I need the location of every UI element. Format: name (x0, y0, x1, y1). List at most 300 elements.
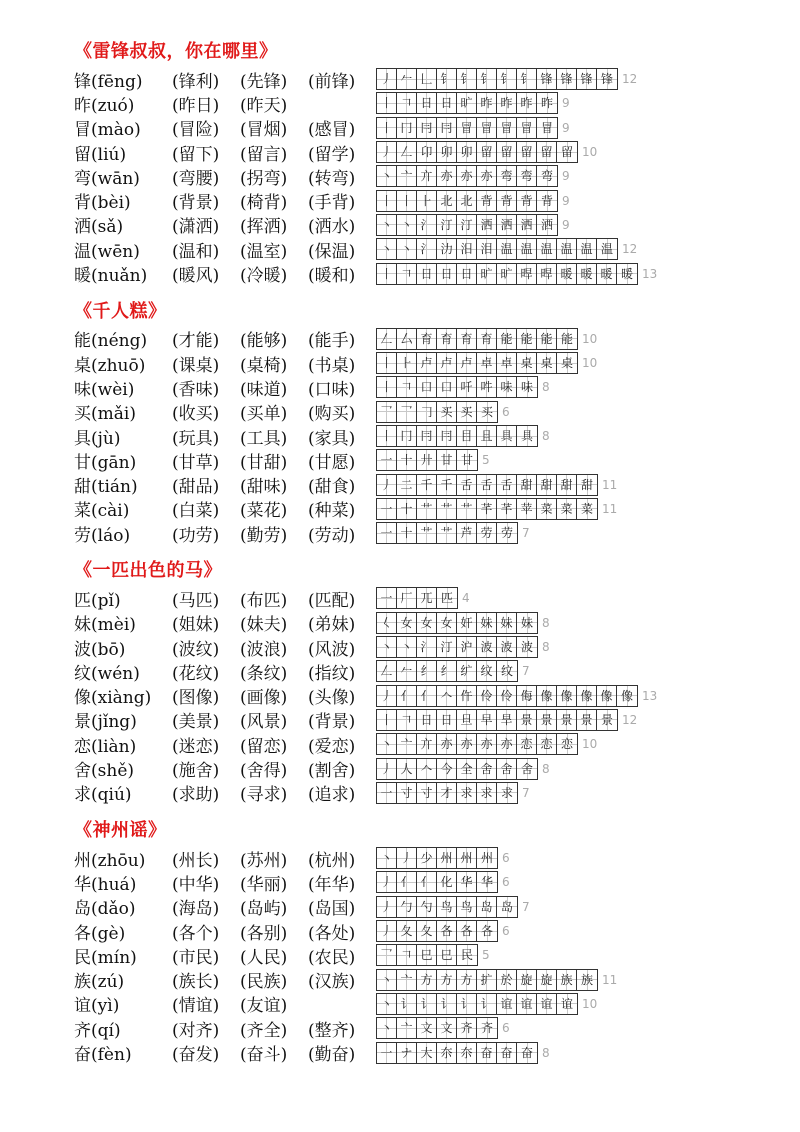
stroke-cell: 日 (437, 264, 457, 284)
pinyin: xiàng (97, 688, 145, 709)
word-text: 舍得 (246, 761, 281, 782)
word-text: 暖风 (178, 266, 213, 287)
word-text: 海岛 (178, 899, 213, 920)
pinyin: láo (97, 525, 124, 546)
stroke-cell: 丨 (377, 118, 397, 138)
stroke-cell: 恋 (517, 734, 537, 754)
vocabulary-word: (对齐) (172, 1020, 220, 1041)
character-with-pinyin: 菜(cài) (74, 501, 130, 522)
stroke-cell: 各 (457, 921, 477, 941)
word-text: 留学 (314, 144, 349, 165)
stroke-order-grid (376, 117, 558, 139)
word-text: 条纹 (246, 663, 281, 684)
pinyin: sǎ (97, 217, 117, 238)
stroke-cell: 育 (437, 329, 457, 349)
pinyin: jǐng (97, 712, 131, 733)
word-text: 手背 (314, 193, 349, 214)
vocabulary-word: (冷暖) (240, 266, 288, 287)
stroke-count: 10 (582, 331, 598, 346)
stroke-cell: 化 (437, 872, 457, 892)
character: 菜 (74, 501, 91, 522)
vocabulary-word: (暖和) (308, 266, 356, 287)
stroke-count: 11 (602, 972, 618, 987)
stroke-order-grid (376, 920, 498, 942)
word-text: 收买 (178, 404, 213, 425)
character-with-pinyin: 求(qiú) (74, 785, 132, 806)
stroke-cell: 乛 (377, 945, 397, 965)
character-row (74, 521, 784, 545)
vocabulary-word: (舍得) (240, 761, 288, 782)
vocabulary-word: (留恋) (240, 736, 288, 757)
stroke-order-grid (376, 587, 458, 609)
lesson-section (74, 819, 784, 1065)
vocabulary-word: (奋斗) (240, 1045, 288, 1066)
stroke-cell: 求 (497, 783, 517, 803)
word-text: 奋斗 (246, 1045, 281, 1066)
stroke-cell: 弯 (537, 166, 557, 186)
vocabulary-word: (波纹) (172, 639, 220, 660)
pinyin: mèi (97, 615, 130, 636)
stroke-cell: 洒 (517, 215, 537, 235)
character: 舍 (74, 761, 91, 782)
stroke-cell: 夂 (397, 921, 417, 941)
vocabulary-word: (昨日) (172, 95, 220, 116)
stroke-cell: 𠃋 (377, 661, 397, 681)
stroke-order-grid (376, 165, 558, 187)
stroke-cell: 乛 (397, 402, 417, 422)
stroke-cell: 钅 (457, 69, 477, 89)
character-with-pinyin: 华(huá) (74, 874, 137, 895)
stroke-cell: ⺊ (417, 191, 437, 211)
stroke-cell: 苹 (517, 499, 537, 519)
word-text: 感冒 (314, 120, 349, 141)
character-row (74, 732, 784, 756)
character-with-pinyin: 甜(tián) (74, 477, 138, 498)
character-row (74, 497, 784, 521)
vocabulary-word: (保温) (308, 241, 356, 262)
stroke-cell: 卓 (497, 353, 517, 373)
vocabulary-word: (风景) (240, 712, 288, 733)
stroke-cell: 巳 (437, 945, 457, 965)
word-text: 割舍 (314, 761, 349, 782)
character-with-pinyin: 舍(shě) (74, 761, 135, 782)
stroke-order-grid (376, 190, 558, 212)
stroke-cell: 冒 (537, 118, 557, 138)
character-row (74, 237, 784, 261)
stroke-count: 13 (642, 266, 658, 281)
stroke-cell: 冃 (437, 426, 457, 446)
word-text: 劳动 (314, 525, 349, 546)
stroke-order-grid (376, 401, 498, 423)
stroke-cell: 丨 (377, 426, 397, 446)
stroke-cell: ⺊ (397, 353, 417, 373)
stroke-count: 7 (522, 664, 530, 679)
stroke-count: 9 (562, 96, 570, 111)
vocabulary-word: (感冒) (308, 120, 356, 141)
stroke-order-grid (376, 522, 518, 544)
stroke-cell: 匹 (437, 588, 457, 608)
vocabulary-word: (各别) (240, 923, 288, 944)
stroke-cell: 景 (597, 710, 617, 730)
character-row (74, 400, 784, 424)
stroke-cell: 纹 (497, 661, 517, 681)
vocabulary-word: (背景) (308, 712, 356, 733)
stroke-cell: 岛 (497, 897, 517, 917)
stroke-cell: 丨 (377, 191, 397, 211)
character: 味 (74, 379, 91, 400)
stroke-cell: 亠 (397, 734, 417, 754)
stroke-cell: 女 (397, 613, 417, 633)
word-text: 各个 (178, 923, 213, 944)
character: 族 (74, 972, 91, 993)
word-text: 桌椅 (246, 355, 281, 376)
stroke-cell: 舌 (497, 475, 517, 495)
stroke-order-grid (376, 636, 538, 658)
character: 求 (74, 785, 91, 806)
stroke-cell: 旋 (517, 970, 537, 990)
vocabulary-word: (中华) (172, 874, 220, 895)
word-text: 姐妹 (178, 615, 213, 636)
vocabulary-word: (迷恋) (172, 736, 220, 757)
character-row (74, 91, 784, 115)
stroke-cell: 留 (517, 142, 537, 162)
stroke-cell: 𠃍 (397, 945, 417, 965)
word-text: 寻求 (246, 785, 281, 806)
word-text: 各别 (246, 923, 281, 944)
word-text: 中华 (178, 874, 213, 895)
stroke-count: 6 (502, 875, 510, 890)
vocabulary-word: (先锋) (240, 71, 288, 92)
character-with-pinyin: 齐(qí) (74, 1020, 121, 1041)
lesson-section (74, 40, 784, 286)
vocabulary-word: (锋利) (172, 71, 220, 92)
character-row (74, 164, 784, 188)
stroke-cell: 味 (497, 377, 517, 397)
stroke-cell: 亻 (417, 686, 437, 706)
vocabulary-word: (年华) (308, 874, 356, 895)
word-text: 迷恋 (178, 736, 213, 757)
character-with-pinyin: 波(bō) (74, 639, 126, 660)
word-text: 岛屿 (246, 899, 281, 920)
word-text: 匹配 (314, 591, 349, 611)
stroke-cell: 千 (437, 475, 457, 495)
word-text: 工具 (246, 428, 281, 449)
stroke-cell: 日 (437, 93, 457, 113)
word-text: 才能 (178, 331, 213, 352)
stroke-cell: 仵 (457, 686, 477, 706)
word-text: 背景 (178, 193, 213, 214)
stroke-cell: 泪 (477, 239, 497, 259)
character-with-pinyin: 纹(wén) (74, 663, 140, 684)
stroke-cell: 北 (457, 191, 477, 211)
stroke-cell: 晘 (517, 264, 537, 284)
character-with-pinyin: 温(wēn) (74, 241, 140, 262)
stroke-cell: 留 (477, 142, 497, 162)
stroke-order-grid (376, 685, 638, 707)
stroke-count: 8 (542, 429, 550, 443)
vocabulary-word: (洒水) (308, 217, 356, 238)
word-text: 椅背 (246, 193, 281, 214)
vocabulary-word: (购买) (308, 404, 356, 425)
character: 甘 (74, 452, 91, 473)
stroke-cell: 女 (437, 613, 457, 633)
stroke-cell: 晘 (537, 264, 557, 284)
stroke-cell: 吀 (457, 377, 477, 397)
stroke-cell: 一 (377, 1043, 397, 1063)
vocabulary-word: (指纹) (308, 663, 356, 684)
vocabulary-word: (家具) (308, 428, 356, 449)
stroke-cell: 卢 (437, 353, 457, 373)
word-text: 整齐 (314, 1020, 349, 1041)
stroke-cell: 丶 (377, 215, 397, 235)
vocabulary-word: (昨天) (240, 95, 288, 116)
vocabulary-word: (州长) (172, 850, 220, 871)
stroke-cell: 芊 (477, 499, 497, 519)
stroke-cell: 氵 (417, 215, 437, 235)
character-with-pinyin: 族(zú) (74, 972, 125, 993)
word-text: 温室 (246, 241, 281, 262)
word-text: 族长 (178, 972, 213, 993)
stroke-cell: 纟 (437, 661, 457, 681)
character-row (74, 919, 784, 943)
character: 华 (74, 874, 91, 895)
pinyin: wēn (97, 241, 134, 262)
stroke-cell: 𠃊 (417, 69, 437, 89)
vocabulary-word: (温室) (240, 241, 288, 262)
stroke-cell: 族 (557, 970, 577, 990)
stroke-cell: 𠆢 (417, 759, 437, 779)
stroke-cell: 丿 (377, 686, 397, 706)
stroke-cell: 菜 (537, 499, 557, 519)
stroke-cell: 十 (397, 523, 417, 543)
stroke-cell: 寸 (397, 783, 417, 803)
pinyin: dǎo (97, 899, 129, 920)
word-text: 昨天 (246, 95, 281, 116)
stroke-cell: 劳 (497, 523, 517, 543)
vocabulary-word: (弟妹) (308, 615, 356, 636)
pinyin: mào (97, 120, 135, 141)
stroke-cell: 弯 (497, 166, 517, 186)
stroke-cell: 冒 (517, 118, 537, 138)
stroke-cell: 兀 (417, 588, 437, 608)
stroke-order-grid (376, 896, 518, 918)
stroke-cell: 方 (417, 970, 437, 990)
stroke-cell: 亦 (497, 734, 517, 754)
stroke-cell: 亻 (417, 872, 437, 892)
stroke-cell: 一 (377, 588, 397, 608)
vocabulary-word: (课桌) (172, 355, 220, 376)
stroke-cell: 背 (477, 191, 497, 211)
stroke-cell: 日 (417, 710, 437, 730)
character-row (74, 1016, 784, 1040)
stroke-cell: 冃 (437, 118, 457, 138)
character-with-pinyin: 弯(wān) (74, 168, 140, 189)
stroke-cell: 买 (477, 402, 497, 422)
word-text: 对齐 (178, 1020, 213, 1041)
word-text: 求助 (178, 785, 213, 806)
stroke-cell: 丶 (377, 970, 397, 990)
stroke-cell: 买 (457, 402, 477, 422)
stroke-count: 8 (542, 761, 550, 776)
stroke-order-grid (376, 944, 478, 966)
character-with-pinyin: 景(jǐng) (74, 712, 137, 733)
stroke-cell: 芦 (457, 523, 477, 543)
word-text: 书桌 (314, 355, 349, 376)
vocabulary-word: (甘愿) (308, 452, 356, 473)
stroke-cell: 亠 (397, 166, 417, 186)
stroke-cell: 口 (437, 377, 457, 397)
vocabulary-word: (能够) (240, 331, 288, 352)
word-text: 弯腰 (178, 168, 213, 189)
stroke-cell: 恋 (537, 734, 557, 754)
character: 甜 (74, 477, 91, 498)
stroke-cell: 具 (497, 426, 517, 446)
stroke-cell: 丶 (377, 994, 397, 1014)
word-text: 甘甜 (246, 452, 281, 473)
stroke-cell: 𠂉 (397, 69, 417, 89)
character-with-pinyin: 甘(gān) (74, 452, 137, 473)
word-text: 岛国 (314, 899, 349, 920)
stroke-cell: 暖 (617, 264, 637, 284)
stroke-cell: 亦 (477, 166, 497, 186)
stroke-cell: 劳 (477, 523, 497, 543)
word-text: 前锋 (314, 71, 349, 92)
character-row (74, 611, 784, 635)
stroke-cell: 扩 (477, 970, 497, 990)
word-text: 汉族 (314, 972, 349, 993)
stroke-cell: 丶 (377, 1018, 397, 1038)
word-text: 华丽 (246, 874, 281, 895)
vocabulary-word: (施舍) (172, 761, 220, 782)
stroke-cell: 日 (457, 264, 477, 284)
stroke-cell: 𠃌 (417, 402, 437, 422)
stroke-count: 10 (582, 356, 598, 371)
stroke-cell: 艹 (437, 499, 457, 519)
stroke-order-grid (376, 92, 558, 114)
word-text: 冒烟 (246, 120, 281, 141)
stroke-cell: 日 (417, 264, 437, 284)
word-text: 民族 (246, 972, 281, 993)
stroke-cell: 能 (497, 329, 517, 349)
word-text: 先锋 (246, 71, 281, 92)
vocabulary-word: (香味) (172, 379, 220, 400)
word-text: 香味 (178, 379, 213, 400)
stroke-cell: 育 (477, 329, 497, 349)
stroke-count: 7 (522, 899, 530, 914)
stroke-cell: 亣 (417, 734, 437, 754)
stroke-cell: 桌 (537, 353, 557, 373)
vocabulary-word: (各个) (172, 923, 220, 944)
lesson-section (74, 300, 784, 546)
stroke-cell: 乛 (377, 402, 397, 422)
stroke-order-grid (376, 993, 578, 1015)
stroke-cell: 背 (497, 191, 517, 211)
vocabulary-word: (勤劳) (240, 525, 288, 546)
character-row (74, 448, 784, 472)
vocabulary-word: (求助) (172, 785, 220, 806)
stroke-order-grid (376, 871, 498, 893)
vocabulary-word: (玩具) (172, 428, 220, 449)
vocabulary-word: (种菜) (308, 501, 356, 522)
word-text: 洒水 (314, 217, 349, 238)
lesson-title: 《神州谣》 (74, 820, 167, 842)
pinyin: fèn (97, 1045, 125, 1066)
stroke-cell: 像 (537, 686, 557, 706)
character-row (74, 351, 784, 375)
stroke-order-grid (376, 847, 498, 869)
word-text: 农民 (314, 947, 349, 968)
stroke-order-grid (376, 214, 558, 236)
vocabulary-word: (勤奋) (308, 1045, 356, 1066)
stroke-order-grid (376, 498, 598, 520)
word-text: 弟妹 (314, 615, 349, 636)
stroke-cell: 十 (397, 499, 417, 519)
pinyin: wén (97, 663, 134, 684)
stroke-order-grid (376, 969, 598, 991)
pinyin: mǎi (97, 404, 130, 425)
stroke-cell: 奸 (457, 613, 477, 633)
stroke-order-grid (376, 782, 518, 804)
vocabulary-word: (功劳) (172, 525, 220, 546)
stroke-cell: 钅 (477, 69, 497, 89)
stroke-count: 12 (622, 242, 638, 257)
stroke-order-grid (376, 660, 518, 682)
vocabulary-word: (甘甜) (240, 452, 288, 473)
stroke-cell: 汀 (437, 637, 457, 657)
word-text: 市民 (178, 947, 213, 968)
character: 留 (74, 144, 91, 165)
vocabulary-word: (才能) (172, 331, 220, 352)
stroke-cell: 𠃍 (397, 377, 417, 397)
stroke-cell: 冒 (477, 118, 497, 138)
character: 锋 (74, 71, 91, 92)
stroke-cell: 早 (477, 710, 497, 730)
pinyin: bō (97, 639, 119, 660)
character: 背 (74, 193, 91, 214)
vocabulary-word: (追求) (308, 785, 356, 806)
stroke-order-grid (376, 474, 598, 496)
character-with-pinyin: 味(wèi) (74, 379, 135, 400)
stroke-count: 11 (602, 477, 618, 492)
stroke-cell: 温 (537, 239, 557, 259)
character-with-pinyin: 暖(nuǎn) (74, 266, 148, 287)
stroke-cell: 丶 (397, 215, 417, 235)
pinyin: yì (97, 996, 113, 1017)
stroke-cell: 𠂉 (397, 661, 417, 681)
stroke-cell: 像 (597, 686, 617, 706)
stroke-cell: 纹 (477, 661, 497, 681)
character-with-pinyin: 谊(yì) (74, 996, 120, 1017)
pinyin: huá (97, 874, 130, 895)
stroke-cell: 波 (497, 637, 517, 657)
stroke-cell: 像 (577, 686, 597, 706)
stroke-cell: 旦 (457, 710, 477, 730)
stroke-cell: 昨 (497, 93, 517, 113)
word-text: 年华 (314, 874, 349, 895)
stroke-cell: 齐 (477, 1018, 497, 1038)
word-text: 温和 (178, 241, 213, 262)
stroke-cell: 芊 (497, 499, 517, 519)
stroke-cell: 廾 (417, 450, 437, 470)
character-with-pinyin: 留(liú) (74, 144, 127, 165)
word-text: 冷暖 (246, 266, 281, 287)
pinyin: néng (97, 331, 141, 352)
stroke-cell: 日 (437, 710, 457, 730)
stroke-cell: 𠃋 (377, 329, 397, 349)
word-text: 勤奋 (314, 1045, 349, 1066)
stroke-cell: 丨 (397, 191, 417, 211)
stroke-cell: 一 (377, 450, 397, 470)
